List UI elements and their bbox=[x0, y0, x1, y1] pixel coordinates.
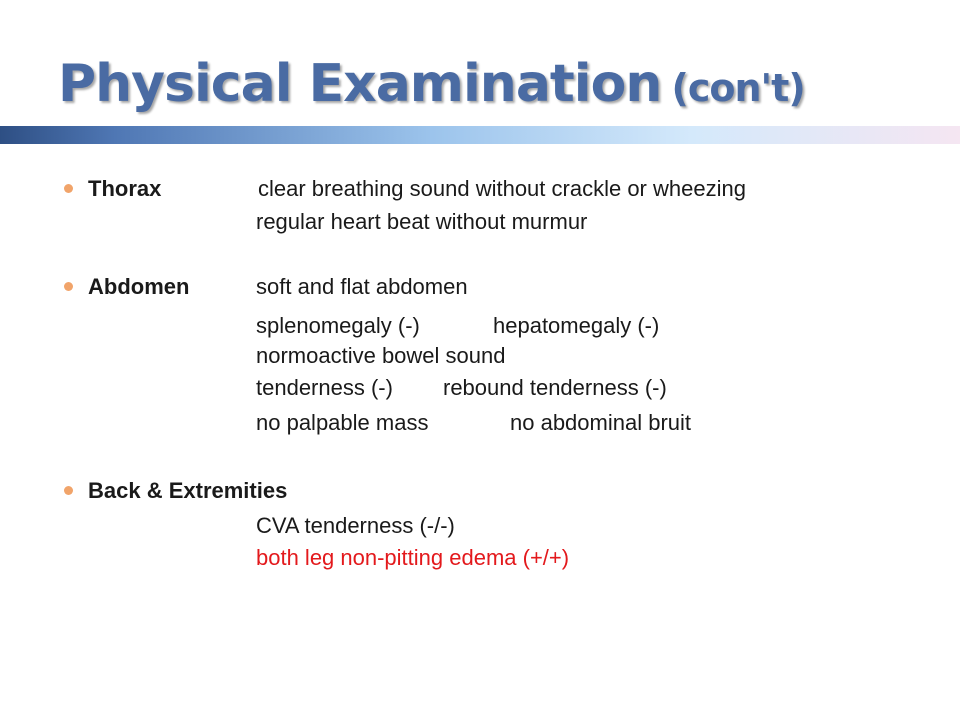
abdomen-splenomegaly: splenomegaly (-) bbox=[256, 313, 420, 338]
back-cva-tenderness: CVA tenderness (-/-) bbox=[256, 513, 455, 538]
back-leg-edema: both leg non-pitting edema (+/+) bbox=[256, 545, 570, 570]
title-suffix: (con't) bbox=[671, 66, 805, 110]
title-main: Physical Examination bbox=[58, 54, 662, 114]
bullet-icon bbox=[64, 486, 73, 495]
bullet-icon bbox=[64, 282, 73, 291]
abdomen-bruit: no abdominal bruit bbox=[510, 410, 692, 435]
section-label-thorax: Thorax bbox=[88, 176, 162, 201]
abdomen-line-1: soft and flat abdomen bbox=[256, 274, 468, 299]
abdomen-hepatomegaly: hepatomegaly (-) bbox=[493, 313, 660, 338]
section-label-back-extremities: Back & Extremities bbox=[88, 478, 288, 503]
abdomen-rebound-tenderness: rebound tenderness (-) bbox=[443, 375, 667, 400]
thorax-line-1: clear breathing sound without crackle or wheezing bbox=[258, 176, 746, 201]
abdomen-tenderness: tenderness (-) bbox=[256, 375, 393, 400]
abdomen-bowel-sound: normoactive bowel sound bbox=[256, 343, 506, 368]
bullet-icon bbox=[64, 184, 73, 193]
thorax-line-2: regular heart beat without murmur bbox=[256, 209, 588, 234]
abdomen-palpable-mass: no palpable mass bbox=[256, 410, 429, 435]
section-label-abdomen: Abdomen bbox=[88, 274, 190, 299]
